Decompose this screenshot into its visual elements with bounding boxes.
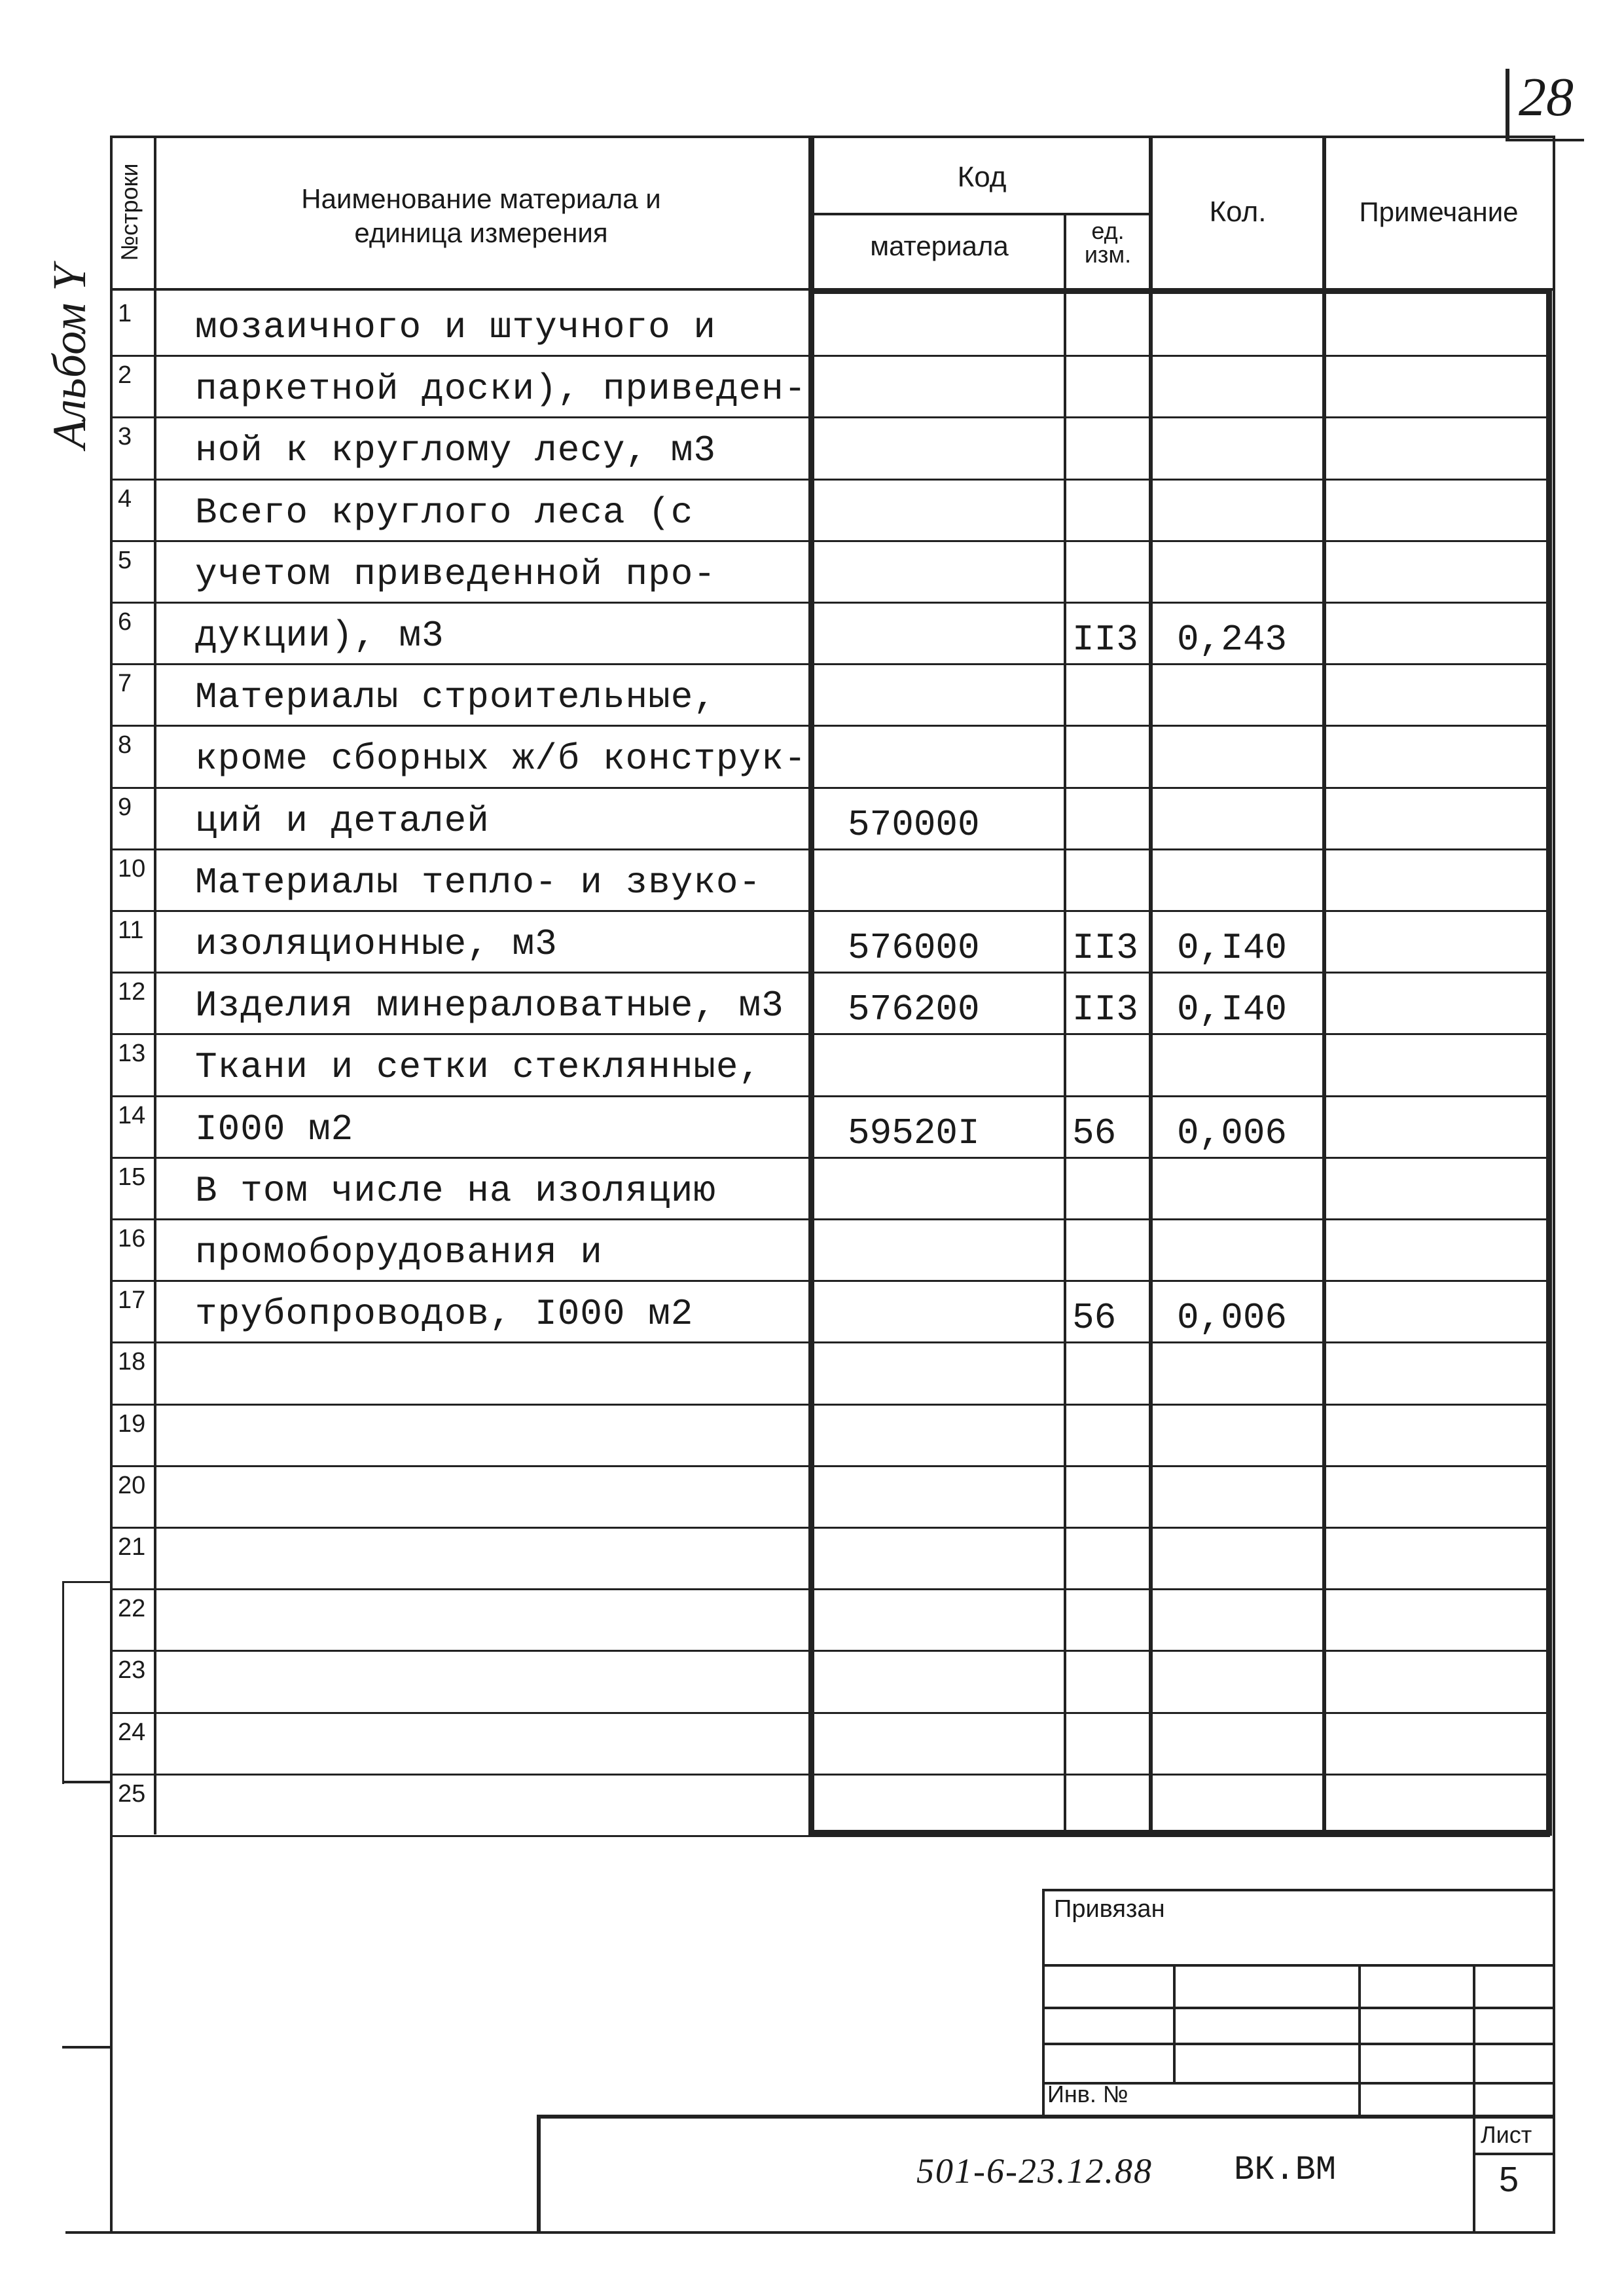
col-line-qty xyxy=(1149,136,1153,1834)
row-separator xyxy=(110,787,1550,789)
row-number: 11 xyxy=(118,917,144,944)
row-separator xyxy=(110,1341,1550,1343)
row-separator xyxy=(110,479,1550,481)
row-material-name: учетом приведенной про- xyxy=(195,553,716,595)
row-number: 9 xyxy=(118,793,132,821)
row-material-name: Всего круглого леса (с xyxy=(195,492,694,534)
stamp-col-2 xyxy=(1358,1964,1361,2115)
code-header: Код xyxy=(957,161,1007,193)
row-material-name: дукции), м3 xyxy=(195,615,444,657)
row-number-header-cell xyxy=(113,137,153,287)
row-material-name: Изделия минераловатные, м3 xyxy=(195,985,784,1027)
row-separator xyxy=(110,1218,1550,1220)
unit-header: ед. изм. xyxy=(1084,217,1132,268)
row-separator xyxy=(110,602,1550,604)
row-number: 10 xyxy=(118,855,146,883)
row-material-code: 59520I xyxy=(848,1112,980,1154)
material-header: материала xyxy=(870,230,1009,261)
frame-top xyxy=(110,136,1555,138)
stamp-line-1 xyxy=(1042,1964,1555,1967)
row-separator xyxy=(110,1712,1550,1714)
row-number-header: №строки xyxy=(116,163,143,261)
stamp-sheet-number: 5 xyxy=(1499,2160,1519,2199)
row-separator xyxy=(110,355,1550,357)
row-unit-code: II3 xyxy=(1072,989,1138,1030)
row-unit-code: II3 xyxy=(1072,619,1138,661)
row-separator xyxy=(110,1774,1550,1776)
row-separator xyxy=(110,725,1550,727)
col-line-note xyxy=(1322,136,1326,1834)
row-number: 20 xyxy=(118,1472,146,1499)
stamp-doc-suffix: ВК.ВМ xyxy=(1234,2151,1337,2189)
stamp-line-3 xyxy=(1042,2043,1555,2045)
row-separator xyxy=(110,972,1550,974)
row-material-name: мозаичного и штучного и xyxy=(195,306,716,348)
row-separator xyxy=(110,1095,1550,1097)
row-material-code: 576000 xyxy=(848,927,980,969)
note-header: Примечание xyxy=(1359,196,1519,227)
row-quantity: 0,I40 xyxy=(1177,989,1288,1030)
row-quantity: 0,243 xyxy=(1177,619,1288,661)
row-number: 18 xyxy=(118,1348,146,1376)
col-line-rownum xyxy=(154,136,156,1834)
stamp-col-1 xyxy=(1173,1964,1176,2082)
stamp-col-3 xyxy=(1473,1964,1475,2232)
row-number: 3 xyxy=(118,423,132,450)
row-material-name: промоборудования и xyxy=(195,1231,603,1273)
row-separator xyxy=(110,1527,1550,1529)
frame-right xyxy=(1553,136,1555,2234)
row-separator xyxy=(110,848,1550,850)
row-separator xyxy=(110,416,1550,418)
row-material-name: изоляционные, м3 xyxy=(195,923,558,965)
stamp-top xyxy=(1042,1889,1555,1891)
stamp-bound-label: Привязан xyxy=(1054,1895,1165,1923)
stamp-doc-top xyxy=(537,2115,1555,2119)
binding-mark-bottom xyxy=(62,1781,110,1783)
binding-mark-top xyxy=(62,1581,110,1583)
row-separator xyxy=(110,1280,1550,1282)
row-number: 17 xyxy=(118,1286,146,1314)
stamp-sheet-label: Лист xyxy=(1481,2121,1532,2148)
album-label: Альбом Y xyxy=(43,264,96,449)
row-material-name: Материалы тепло- и звуко- xyxy=(195,862,762,903)
stamp-line-2 xyxy=(1042,2007,1555,2009)
row-separator xyxy=(110,1157,1550,1159)
row-material-name: ной к круглому лесу, м3 xyxy=(195,429,716,471)
row-number: 2 xyxy=(118,361,132,389)
stamp-doc-left xyxy=(537,2115,541,2232)
row-number: 19 xyxy=(118,1410,146,1438)
row-separator xyxy=(110,1650,1550,1652)
row-material-name: Материалы строительные, xyxy=(195,676,716,718)
row-quantity: 0,006 xyxy=(1177,1112,1288,1154)
row-separator xyxy=(110,1465,1550,1467)
page-number-underline xyxy=(1506,139,1584,141)
col-line-right-heavy xyxy=(1546,288,1552,1834)
row-quantity: 0,I40 xyxy=(1177,927,1288,969)
row-number: 22 xyxy=(118,1595,146,1622)
row-material-code: 570000 xyxy=(848,804,980,846)
stamp-inv-label: Инв. № xyxy=(1047,2081,1128,2107)
row-number: 25 xyxy=(118,1780,146,1808)
row-material-name: ций и деталей xyxy=(195,800,490,842)
stamp-sheet-divider xyxy=(1473,2153,1555,2155)
row-number: 12 xyxy=(118,978,146,1006)
row-separator xyxy=(110,663,1550,665)
row-number: 14 xyxy=(118,1102,146,1129)
row-separator xyxy=(110,1033,1550,1035)
name-header: Наименование материала и единица измерения xyxy=(301,183,661,248)
page-number: 28 xyxy=(1519,67,1574,128)
row-number: 23 xyxy=(118,1656,146,1684)
row-material-name: Ткани и сетки стеклянные, xyxy=(195,1046,762,1088)
row-number: 4 xyxy=(118,485,132,513)
row-number: 15 xyxy=(118,1163,146,1191)
header-bottom-heavy xyxy=(808,288,1552,294)
row-quantity: 0,006 xyxy=(1177,1297,1288,1339)
row-number: 6 xyxy=(118,608,132,636)
binding-mark xyxy=(62,1581,64,1784)
row-material-name: I000 м2 xyxy=(195,1108,354,1150)
row-number: 5 xyxy=(118,547,132,574)
row-material-name: паркетной доски), приведен- xyxy=(195,368,807,410)
row-material-code: 576200 xyxy=(848,989,980,1030)
row-number: 7 xyxy=(118,670,132,697)
header-code-divider xyxy=(808,213,1152,215)
row-number: 1 xyxy=(118,300,132,327)
binding-mark-2 xyxy=(62,2046,110,2049)
row-material-name: трубопроводов, I000 м2 xyxy=(195,1293,694,1335)
row-number: 8 xyxy=(118,731,132,759)
row-separator xyxy=(110,540,1550,542)
page-number-bar xyxy=(1506,69,1509,141)
col-line-unit xyxy=(1064,213,1066,1830)
table-bottom-heavy xyxy=(808,1830,1552,1836)
stamp-doc-code: 501-6-23.12.88 xyxy=(916,2151,1153,2191)
qty-header: Кол. xyxy=(1209,196,1267,228)
row-separator xyxy=(110,910,1550,912)
row-number: 21 xyxy=(118,1533,146,1561)
row-separator xyxy=(110,1588,1550,1590)
row-unit-code: 56 xyxy=(1072,1297,1117,1339)
row-number: 16 xyxy=(118,1225,146,1252)
frame-bottom xyxy=(65,2231,1555,2234)
row-material-name: кроме сборных ж/б конструк- xyxy=(195,738,807,780)
col-line-material xyxy=(808,136,814,1834)
row-number: 13 xyxy=(118,1040,146,1067)
row-unit-code: II3 xyxy=(1072,927,1138,969)
row-material-name: В том числе на изоляцию xyxy=(195,1170,716,1212)
row-number: 24 xyxy=(118,1719,146,1746)
row-unit-code: 56 xyxy=(1072,1112,1117,1154)
row-separator xyxy=(110,1404,1550,1406)
